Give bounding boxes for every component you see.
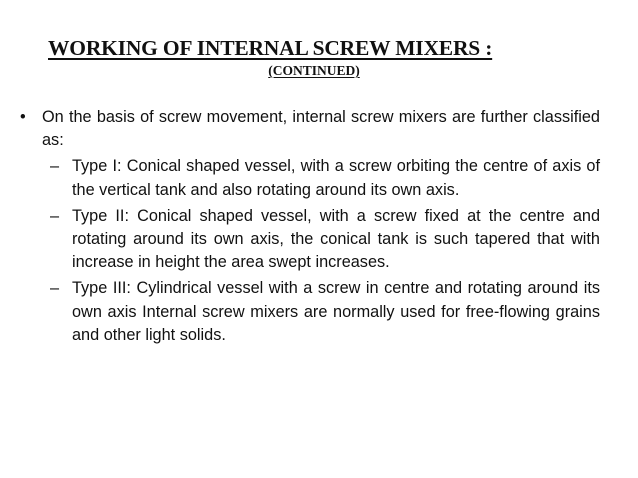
dash-marker: – <box>50 279 60 298</box>
slide-title: WORKING OF INTERNAL SCREW MIXERS : <box>48 36 493 60</box>
bullet-marker: • <box>20 108 26 126</box>
bullet-text: On the basis of screw movement, internal screw mixers are further classified as: <box>42 108 600 150</box>
sub-item-text: Type II: Conical shaped vessel, with a screw fixed at the centre and rotating around its own axis, the conical tank is such tapered that with increase in height the area swept increases. <box>72 206 600 272</box>
sub-item-type-2 <box>20 205 600 275</box>
dash-marker: – <box>50 157 60 176</box>
slide-subtitle: (CONTINUED) <box>268 63 360 78</box>
dash-marker: – <box>50 206 60 225</box>
bullet-item <box>20 106 600 152</box>
sub-item-type-3 <box>20 277 600 347</box>
sub-item-text: Type III: Cylindrical vessel with a screw in centre and rotating around its own axis Internal screw mixers are normally used for free-flowing grains and other light solids. <box>72 279 600 344</box>
sub-item-text: Type I: Conical shaped vessel, with a screw orbiting the centre of axis of the vertical tank and also rotating around its own axis. <box>72 157 600 199</box>
slide-body <box>20 106 600 347</box>
sub-item-type-1 <box>20 155 600 201</box>
